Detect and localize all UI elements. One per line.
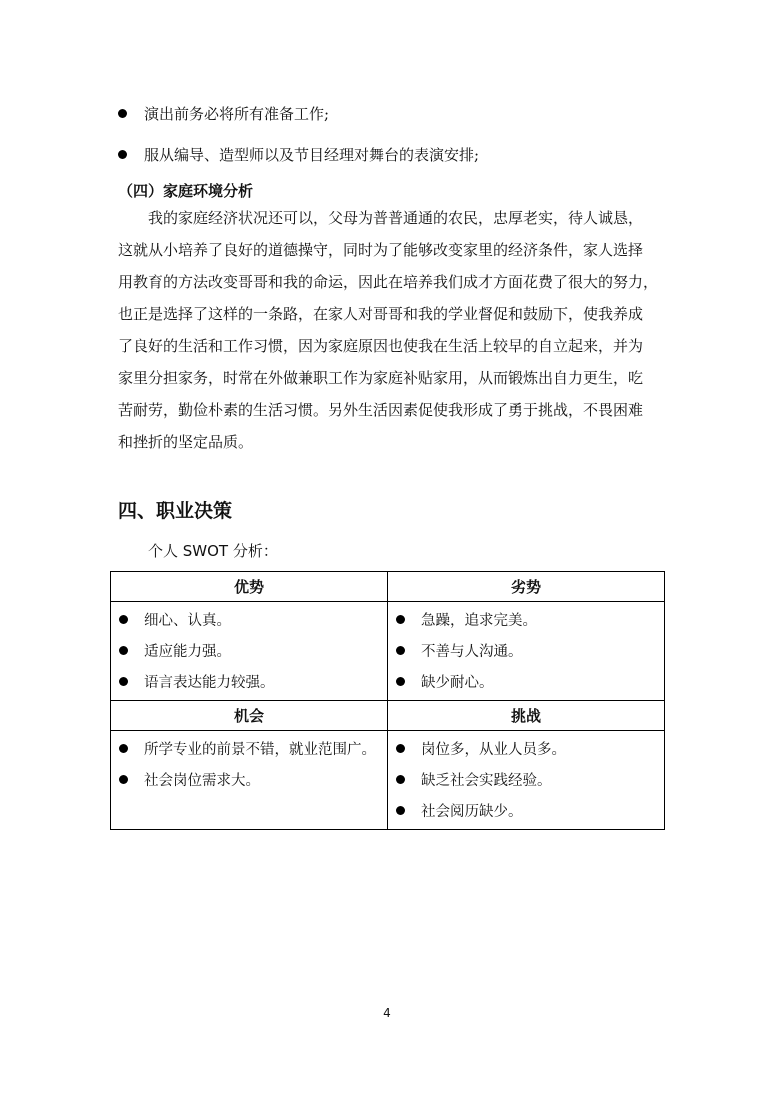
family-analysis-paragraph [118,202,658,458]
paragraph-line: 了良好的生活和工作习惯，因为家庭原因也使我在生活上较早的自立起来，并为 [118,337,644,355]
bullet-icon [119,615,128,624]
strength-item [111,666,387,697]
swot-table [110,571,665,830]
weakness-item [388,666,664,697]
strength-text: 适应能力强。 [144,644,231,660]
opportunity-text: 社会岗位需求大。 [144,773,260,789]
threats-header: 挑战 [388,701,665,731]
weaknesses-header: 劣势 [388,572,665,602]
swot-header-row [111,701,665,731]
paragraph-line: 苦耐劳，勤俭朴素的生活习惯。另外生活因素促使我形成了勇于挑战，不畏困难 [118,401,644,419]
bullet-icon [118,150,127,159]
strength-text: 语言表达能力较强。 [144,675,275,691]
bullet-icon [396,744,405,753]
weakness-text: 急躁，追求完美。 [421,613,537,629]
swot-header-row [111,572,665,602]
strength-item [111,604,387,635]
threat-item [388,733,664,764]
opportunity-item [111,764,387,795]
strengths-cell [111,602,388,701]
threat-text: 缺乏社会实践经验。 [421,773,552,789]
bullet-icon [119,775,128,784]
bullet-icon [118,109,127,118]
section-heading: （四）家庭环境分析 [118,182,254,200]
strengths-header: 优势 [111,572,388,602]
swot-content-row [111,602,665,701]
swot-content-row [111,731,665,830]
weakness-item [388,604,664,635]
bullet-icon [119,646,128,655]
bullet-text: 演出前务必将所有准备工作; [144,104,330,123]
threat-item [388,764,664,795]
opportunities-header: 机会 [111,701,388,731]
opportunity-text: 所学专业的前景不错，就业范围广。 [144,742,376,758]
opportunity-item [111,733,387,764]
bullet-icon [396,806,405,815]
swot-intro: 个人 SWOT 分析： [148,542,278,560]
paragraph-line: 这就从小培养了良好的道德操守，同时为了能够改变家里的经济条件，家人选择 [118,241,644,259]
paragraph-line: 家里分担家务，时常在外做兼职工作为家庭补贴家用，从而锻炼出自力更生，吃 [118,369,644,387]
strength-text: 细心、认真。 [144,613,231,629]
weaknesses-cell [388,602,665,701]
bullet-item [118,100,329,126]
weakness-item [388,635,664,666]
paragraph-line: 和挫折的坚定品质。 [118,433,254,451]
weakness-text: 不善与人沟通。 [421,644,523,660]
bullet-icon [119,744,128,753]
bullet-icon [396,677,405,686]
paragraph-line: 用教育的方法改变哥哥和我的命运，因此在培养我们成才方面花费了很大的努力， [118,273,659,291]
threat-item [388,795,664,826]
page-number: 4 [383,1006,391,1020]
bullet-icon [396,615,405,624]
chapter-heading: 四、职业决策 [118,500,233,522]
weakness-text: 缺少耐心。 [421,675,494,691]
bullet-icon [396,646,405,655]
strength-item [111,635,387,666]
paragraph-line: 我的家庭经济状况还可以，父母为普普通通的农民，忠厚老实，待人诚恳， [148,209,644,227]
bullet-icon [396,775,405,784]
bullet-text: 服从编导、造型师以及节目经理对舞台的表演安排; [144,145,480,164]
threat-text: 岗位多，从业人员多。 [421,742,566,758]
opportunities-cell [111,731,388,830]
paragraph-line: 也正是选择了这样的一条路，在家人对哥哥和我的学业督促和鼓励下，使我养成 [118,305,644,323]
threats-cell [388,731,665,830]
threat-text: 社会阅历缺少。 [421,804,523,820]
bullet-icon [119,677,128,686]
bullet-item [118,141,479,167]
